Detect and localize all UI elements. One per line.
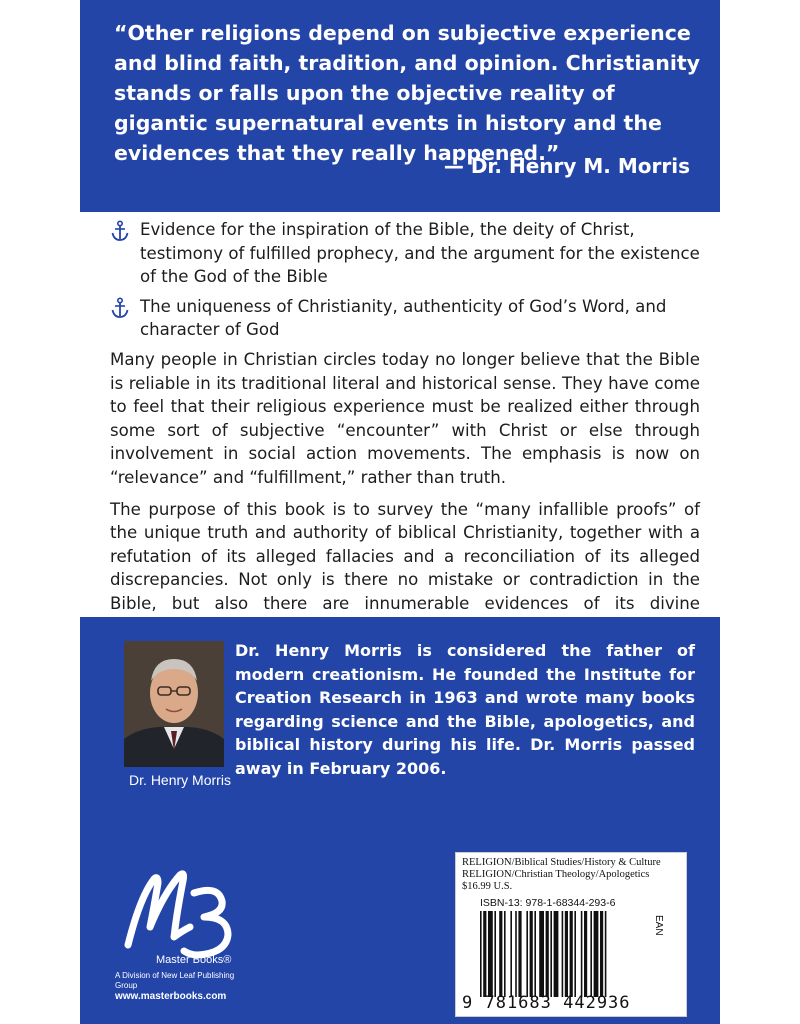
quote-panel [80,0,720,212]
barcode-bar [605,911,607,997]
publisher-division: A Division of New Leaf Publishing Group [115,971,235,990]
bullet-item [110,295,700,342]
barcode-bar [480,911,482,997]
barcode-box [455,852,687,1017]
barcode-bar [518,911,521,997]
barcode-bar [526,911,528,997]
ean-label: EAN [653,915,664,936]
publisher-url: www.masterbooks.com [115,991,227,1002]
author-bio: Dr. Henry Morris is considered the father of modern creationism. He founded the Institute for Creation Research in 1963 and wrote many books regarding science and the Bible, apologetics, and biblical history during his life. Dr. Morris passed away in February 2006. [235,641,695,778]
author-photo [124,641,224,767]
barcode-bar [515,911,517,997]
barcode-bar [570,911,573,997]
author-panel [80,617,720,1024]
barcode-bar [594,911,599,997]
author-photo-caption: Dr. Henry Morris [129,772,231,788]
page-margin-right [720,0,800,1024]
bullet-item [110,218,700,289]
barcode-bar [530,911,533,997]
barcode-bars [480,911,660,997]
description-paragraph: Many people in Christian circles today no longer believe that the Bible is reliable in its traditional literal and historical sense. They have come to feel that their religious experience must be realized either through some sort of subjective “encounter” with Christ or else through involvement in social action movements. The emphasis is now on “relevance” and “fulfillment,” rather than truth. [110,349,700,487]
bisac-category: RELIGION/Christian Theology/Apologetics [462,869,650,880]
barcode-digits: 9 781683 442936 [462,993,631,1013]
anchor-icon [110,220,130,242]
bisac-categories [462,857,661,893]
barcode-bar [600,911,603,997]
barcode-bar [494,911,496,997]
barcode-bar [574,911,576,997]
barcode-bar [546,911,549,997]
price: $16.99 U.S. [462,881,513,892]
quote-text: “Other religions depend on subjective experience and blind faith, tradition, and opinion. Christianity stands or falls upon the objective reality of gigantic supernatural events in history and the evidences that they really happened.” [114,21,701,165]
logo-text: Master Books® [156,954,232,966]
page-margin-left [0,0,80,1024]
barcode-bar [510,911,512,997]
bullet-text: The uniqueness of Christianity, authenticity of God’s Word, and character of God [140,296,667,340]
barcode-bar [550,911,552,997]
barcode-bar [488,911,493,997]
barcode-bar [590,911,592,997]
publisher-info [115,971,255,1002]
bisac-category: RELIGION/Biblical Studies/History & Culture [462,857,661,868]
author-portrait-image [124,641,224,767]
barcode-bar [554,911,559,997]
barcode-bar [483,911,486,997]
barcode-bar [584,911,587,997]
anchor-icon [110,297,130,319]
barcode-bar [534,911,536,997]
barcode-bar [581,911,583,997]
bullet-text: Evidence for the inspiration of the Bible, the deity of Christ, testimony of fulfilled prophecy, and the argument for the existence of the God of the Bible [140,220,700,287]
quote-attribution: — Dr. Henry M. Morris [443,154,690,178]
barcode-bar [499,911,502,997]
book-back-cover [80,0,720,1024]
barcode-bar [504,911,506,997]
barcode-bar [562,911,564,997]
description-section [110,218,700,647]
description-paragraph: The purpose of this book is to survey the “many infallible proofs” of the unique truth and authority of biblical Christianity, together with a refutation of its alleged fallacies and a reconciliation of its alleged discrepancies. Not only is there no mistake or contradiction in the Bible, but also there are innumerable evidences of its divine [110,499,700,613]
isbn-label: ISBN-13: 978-1-68344-293-6 [480,897,616,909]
master-books-logo [120,857,260,967]
barcode-bar [539,911,544,997]
barcode-bar [565,911,568,997]
